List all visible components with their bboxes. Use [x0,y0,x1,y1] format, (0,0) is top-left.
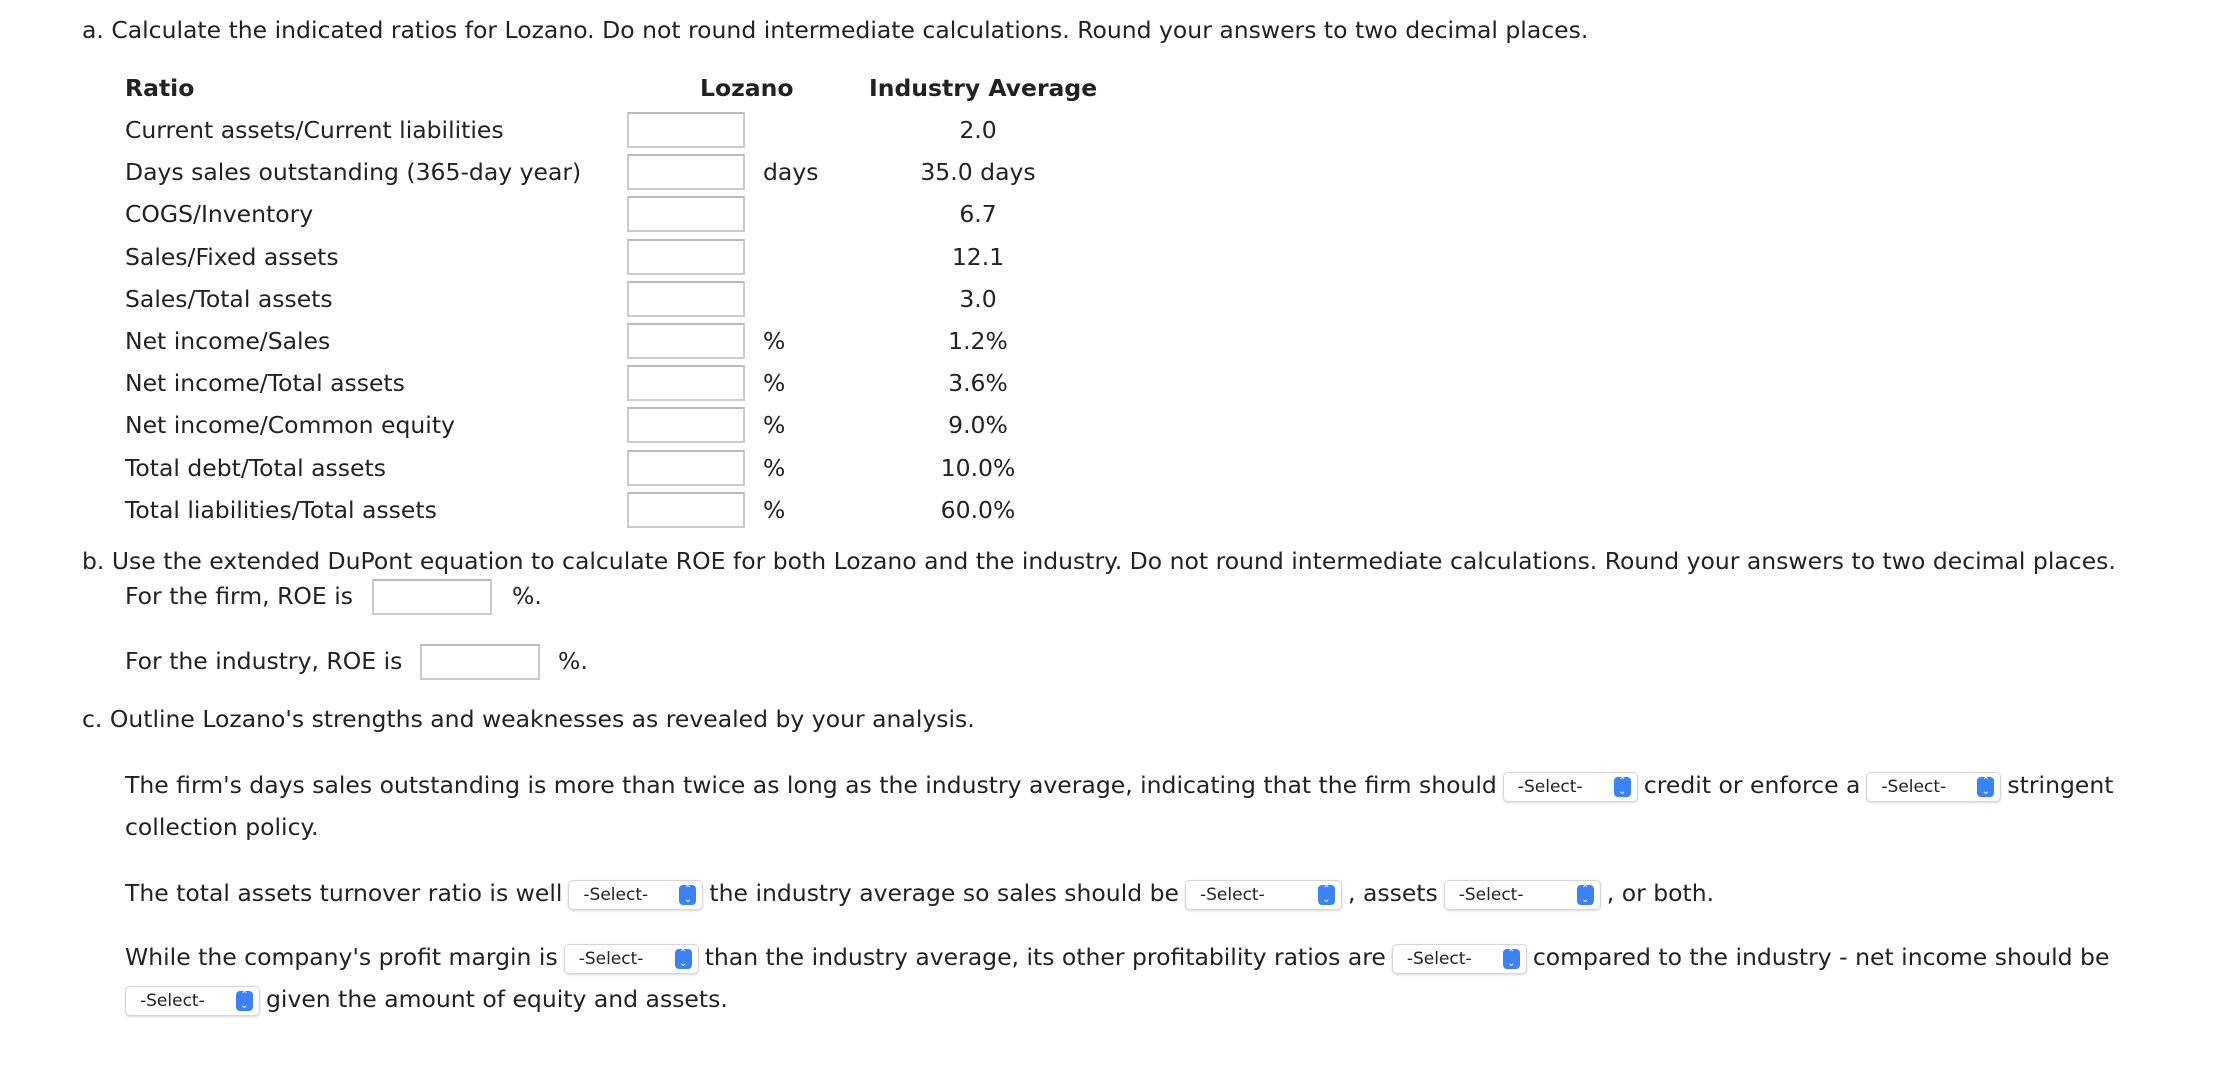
firm-roe-suffix: %. [512,582,542,610]
select-label: -Select- [1458,884,1524,905]
firm-roe-input[interactable] [372,579,492,615]
text: While the company's profit margin is [125,943,558,971]
industry-average-value: 3.0 [959,284,997,313]
text: compared to the industry - net income should be [1532,943,2110,971]
industry-average-value: 60.0% [940,495,1016,524]
industry-average-value: 6.7 [959,200,997,229]
industry-average-value: 12.1 [951,242,1005,271]
lozano-input[interactable] [627,450,745,486]
industry-average-value: 35.0 days [920,158,1036,187]
ratio-label: Net income/Common equity [125,411,455,440]
chevron-updown-icon: ⌃ ⌄ [1977,777,1994,797]
lozano-input[interactable] [627,492,745,528]
lozano-input[interactable] [627,112,745,148]
select-label: -Select- [578,948,644,969]
unit-label: % [763,495,786,524]
industry-average-value: 3.6% [948,369,1008,398]
paragraph-profitability [125,936,2205,1020]
text: than the industry average, its other profitability ratios are [704,943,1386,971]
header-lozano: Lozano [700,74,794,102]
chevron-updown-icon: ⌃ ⌄ [1614,777,1631,797]
select-assets[interactable] [1444,880,1601,910]
ratio-label: Current assets/Current liabilities [125,116,504,144]
select-credit[interactable] [1503,772,1638,802]
chevron-updown-icon: ⌃ ⌄ [1503,949,1520,969]
industry-average-value: 2.0 [959,116,997,144]
industry-roe-input[interactable] [420,644,540,680]
unit-label: % [763,327,786,355]
ratio-label: COGS/Inventory [125,200,314,229]
unit-label: days [763,158,819,187]
header-ratio: Ratio [125,74,195,102]
select-profit-margin[interactable] [564,944,699,974]
ratio-label: Net income/Sales [125,327,331,355]
text: stringent collection policy. [125,771,2114,841]
unit-label: % [763,369,786,398]
paragraph-dso [125,764,2205,848]
industry-average-value: 1.2% [948,327,1008,355]
select-other-ratios[interactable] [1392,944,1527,974]
ratio-label: Total debt/Total assets [125,453,386,482]
lozano-input[interactable] [627,239,745,275]
select-net-income[interactable] [125,986,260,1016]
part-a-prompt: a. Calculate the indicated ratios for Lozano. Do not round intermediate calculations. Round your answers to two decimal places. [82,16,1589,44]
chevron-updown-icon: ⌃ ⌄ [675,949,692,969]
lozano-input[interactable] [627,154,745,190]
industry-roe-label: For the industry, ROE is [125,647,403,675]
select-label: -Select- [1517,776,1583,797]
select-sales[interactable] [1185,880,1342,910]
part-c-prompt: c. Outline Lozano's strengths and weaknesses as revealed by your analysis. [82,705,975,733]
industry-roe-suffix: %. [558,647,588,675]
text: The total assets turnover ratio is well [125,879,563,907]
lozano-input[interactable] [627,281,745,317]
ratio-label: Sales/Total assets [125,284,333,313]
select-stringency[interactable] [1866,772,2001,802]
ratio-label: Net income/Total assets [125,369,405,398]
lozano-input[interactable] [627,407,745,443]
select-label: -Select- [140,990,205,1011]
lozano-input[interactable] [627,323,745,359]
text: , or both. [1606,879,1715,907]
text: the industry average so sales should be [709,879,1179,907]
text: The firm's days sales outstanding is more than twice as long as the industry average, indicating that the firm should [125,771,1497,799]
chevron-updown-icon: ⌃ ⌄ [679,885,696,905]
ratio-label: Total liabilities/Total assets [125,495,437,524]
unit-label: % [763,411,786,440]
paragraph-turnover [125,872,2205,914]
ratio-label: Sales/Fixed assets [125,242,339,271]
chevron-updown-icon: ⌃ ⌄ [1577,885,1594,905]
ratio-label: Days sales outstanding (365-day year) [125,158,582,187]
select-label: -Select- [1881,776,1947,797]
text: credit or enforce a [1643,771,1861,799]
firm-roe-label: For the firm, ROE is [125,582,354,610]
text: , assets [1348,879,1438,907]
text: given the amount of equity and assets. [266,985,728,1013]
part-b-prompt: b. Use the extended DuPont equation to calculate ROE for both Lozano and the industry. Do not round intermediate calculations. Round your answers to two decimal places. [82,547,2116,575]
select-turnover[interactable] [568,880,703,910]
chevron-updown-icon: ⌃ ⌄ [236,991,253,1011]
industry-average-value: 9.0% [948,411,1008,440]
unit-label: % [763,453,786,482]
lozano-input[interactable] [627,196,745,232]
industry-average-value: 10.0% [940,453,1016,482]
header-industry-average: Industry Average [869,74,1098,102]
select-label: -Select- [1200,884,1265,905]
chevron-updown-icon: ⌃ ⌄ [1318,885,1335,905]
select-label: -Select- [1406,948,1472,969]
lozano-input[interactable] [627,365,745,401]
select-label: -Select- [583,884,649,905]
